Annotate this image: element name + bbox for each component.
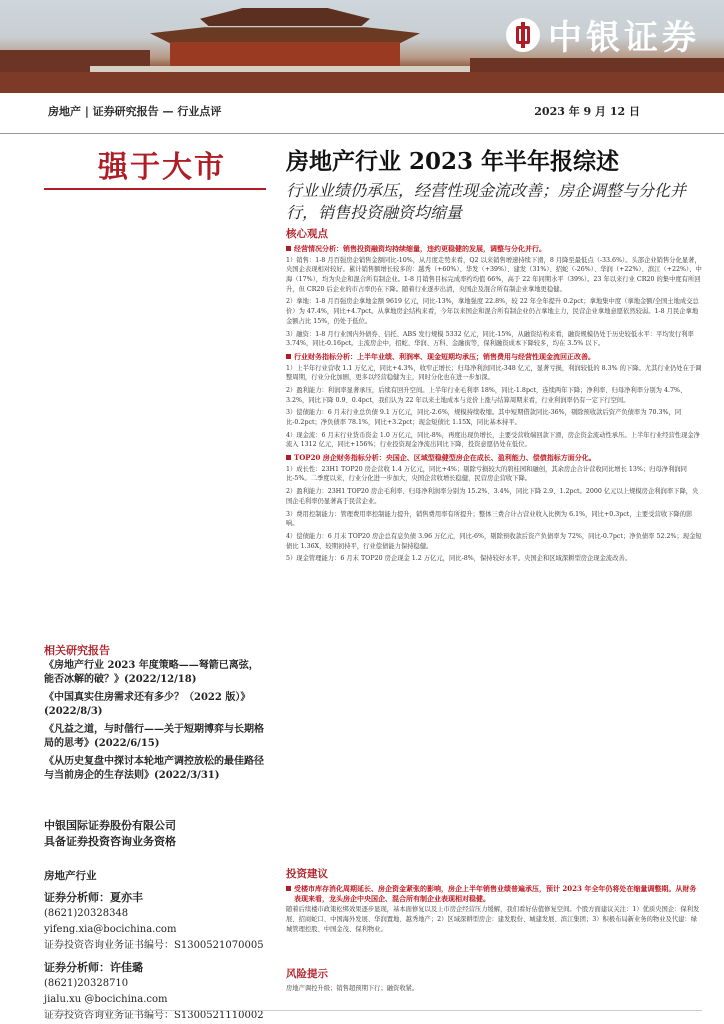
analyst-cert: 证券投资咨询业务证书编号：S1300521070005 bbox=[44, 940, 264, 951]
paragraph: 1）上半年行业营收 1.1 万亿元，同比+4.3%，收窄正增长；归母净利润同比-348 亿元，显著亏损，利润较低的 8.3% 的下降。尤其行业仍处在于调整周期，行业分化加剧，更多以经营稳健为主，同时分化也在进一步加深。 bbox=[286, 364, 702, 382]
subheader bbox=[0, 93, 724, 134]
company-name: 中银国际证券股份有限公司 bbox=[44, 819, 176, 832]
related-report-item[interactable]: 《凡益之道，与时偕行——关于短期博弈与长期格局的思考》(2022/6/15) bbox=[44, 724, 264, 749]
analyst-email[interactable]: yifeng.xia@bocichina.com bbox=[44, 924, 177, 935]
key-point: 经营情况分析：销售投资融资均持续缩量，违约更稳健的发展，调整与分化并行。 bbox=[286, 244, 702, 254]
paragraph: 房地产调控升级；销售超预期下行；融资收紧。 bbox=[286, 985, 419, 992]
core-list bbox=[286, 244, 702, 564]
banner-hall bbox=[170, 42, 400, 68]
risk-section bbox=[286, 966, 702, 997]
related-heading: 相关研究报告 bbox=[44, 644, 110, 657]
company-qualification: 具备证券投资咨询业务资格 bbox=[44, 835, 176, 848]
paragraph: 2）盈利能力：利润率显著承压，后续有回升空间。上半年行业毛利率 18%，同比-1.8pct，连续两年下降；净利率、归母净利率分别为 4.7%、3.2%，同比下降 0.9、0.4pct，我们认为 22 年以来土地成本与竞价上涨与结算周期来看，行业利润率仍有一定下行空间。 bbox=[286, 386, 687, 404]
paragraph: 3）费用控制能力：管理费用率控制能力提升，销售费用率有所提升；整体三费合计占营业收入比例为 6.1%，同比+0.3pct，主要受营收下降的影响。 bbox=[286, 510, 693, 528]
paragraph: 2）拿地：1-8 月百强房企拿地金额 9619 亿元，同比-13%，拿地强度 22.8%，较 22 年全年提升 0.2pct；拿地集中度（拿地金额/全国土地成交总价）为 47.4%，同比+4.7pct。从拿地房企结构来看，今年以来国企和混合所有制企业仍占拿地主力，民营企业拿地意愿依然较弱。1-8 月民企拿地金额占比 15%，仍处于低位。 bbox=[286, 298, 699, 325]
page-title: 房地产行业 2023 年半年报综述 bbox=[286, 148, 620, 175]
risk-heading: 风险提示 bbox=[286, 968, 328, 980]
invest-heading: 投资建议 bbox=[286, 868, 328, 880]
core-section bbox=[286, 226, 702, 567]
footer-divider bbox=[44, 1010, 702, 1011]
banner-wall bbox=[0, 72, 724, 93]
bank-logo-icon bbox=[506, 18, 540, 52]
analyst-block bbox=[44, 890, 266, 954]
key-point: 受楼市库存消化周期延长、房企资金紧张的影响，房企上半年销售业绩普遍承压，预计 2023 年全年仍将处在缩量调整期。从财务表现来看，龙头房企中央国企、混合所有制企业表现相对稳健。 bbox=[286, 884, 702, 903]
brand-name: 中银证券 bbox=[548, 18, 700, 58]
risk-list bbox=[286, 984, 702, 994]
key-point: TOP20 房企财务指标分析：央国企、区域型稳健型房企在成长、盈利能力、偿债指标方面分化。 bbox=[286, 453, 702, 463]
related-report-item[interactable]: 《中国真实住房需求还有多少？（2022 版）》(2022/8/3) bbox=[44, 692, 251, 717]
paragraph: 1）销售：1-8 月百强房企销售金额同比-10%，从月度走势来看，Q2 以来销售增速持续下滑，8 月降至最低点（-33.6%）。头部企业销售分化显著，央国企表现相对较好。累计销售额增长较多的：越秀（+60%）、华发（+39%）、建发（31%）、招蛇（-26%）、华润（+22%）、滨江（+22%）、中海（17%），均为央企和混合所有制企业。1-8 月销售目标完成率约均值 66%，高于 22 年同期水平（39%）。23 年以来行业 CR20 的集中度有所回升，但 CR20 后企业的市占率仍在下降。随着行业逐步出清，央国企及混合所有制企业拿地更稳健。 bbox=[286, 256, 702, 293]
core-heading: 核心观点 bbox=[286, 228, 328, 240]
analyst-cert: 证券投资咨询业务证书编号：S1300521110002 bbox=[44, 1010, 264, 1021]
related-report-item[interactable]: 《房地产行业 2023 年度策略——弩箭已离弦，能否冰解的破？》(2022/12/18) bbox=[44, 660, 259, 685]
analyst-title: 证券分析师：夏亦丰 bbox=[44, 891, 143, 904]
report-category: 房地产 | 证券研究报告 — 行业点评 bbox=[48, 105, 222, 118]
brand-logo bbox=[506, 10, 700, 59]
analyst-title: 证券分析师：许佳璐 bbox=[44, 961, 143, 974]
page-subtitle: 行业业绩仍承压，经营性现金流改善；房企调整与分化并行，销售投资融资均缩量 bbox=[286, 181, 687, 222]
header-banner bbox=[0, 0, 724, 93]
key-point: 行业财务指标分析：上半年业绩、利润率、现金短期均承压；销售费用与经营性现金流回正改善。 bbox=[286, 352, 702, 362]
report-date: 2023 年 9 月 12 日 bbox=[534, 105, 640, 118]
paragraph: 随着后续楼市政策松绑效果逐步显现，基本面修复以及上市房企经营压力缓解，我们看好估值修复空间。个股方面建议关注：1）优质央国企：保利发展、招商蛇口、中国海外发展、华润置地、越秀地产；2）区域深耕型房企：建发股份、城建发展、滨江集团；3）积极布局新业务的物业及代建：绿城管理控股、中国金茂、保利物业。 bbox=[286, 906, 700, 933]
paragraph: 4）现金流：6 月末行业货币资金 1.0 万亿元，同比-8%，再度出现负增长，主要受营收端回款下滑，房企资金流动性承压。上半年行业经营性现金净流入 1312 亿元，同比+156%；行业投资现金净流出同比下降，投资意愿仍处在低位。 bbox=[286, 431, 700, 449]
paragraph: 1）成长性：23H1 TOP20 房企营收 1.4 万亿元，同比+4%；剔除亏损较大的碧桂园和融创，其余房企合计营收同比增长 13%；归母净利润同比-5%。二季度以来，行业分化进一步加大，央国企营收增长稳健，民营房企营收下降。 bbox=[286, 465, 687, 483]
paragraph: 4）偿债能力：6 月末 TOP20 房企总有息负债 3.96 万亿元，同比-6%，剔除预收款后资产负债率为 72%，同比-0.7pct；净负债率 52.2%；现金短债比 1.36X，较期初持平，行业偿债能力保持稳健。 bbox=[286, 532, 702, 550]
paragraph: 2）盈利能力：23H1 TOP20 房企毛利率、归母净利润率分别为 15.2%、3.4%，同比下降 2.9、1.2pct。2000 亿元以上规模房企利润率下降，央国企毛利率仍显著高于民营企业。 bbox=[286, 488, 699, 505]
rating-box bbox=[44, 140, 266, 190]
industry-label: 房地产行业 bbox=[44, 870, 97, 882]
analyst-block bbox=[44, 960, 266, 1024]
related-report-item[interactable]: 《从历史复盘中探讨本轮地产调控放松的最佳路径与当前房企的生存法则》(2022/3/31) bbox=[44, 756, 264, 781]
banner-upper-roof bbox=[200, 8, 370, 26]
invest-section bbox=[286, 866, 702, 937]
related-reports bbox=[44, 659, 266, 787]
paragraph: 3）偿债能力：6 月末行业总负债 9.1 万亿元，同比-2.6%，规模持续收缩。其中短期借款同比-36%，剔除预收款后资产负债率为 70.3%，同比-0.2pct；净负债率 78.1%，同比+3.2pct；现金短债比 1.15X，同比基本持平。 bbox=[286, 409, 682, 427]
analyst-phone: (8621)20328710 bbox=[44, 978, 129, 989]
paragraph: 3）融资：1-8 月行业国内外债券、信托、ABS 发行规模 5332 亿元，同比-15%，从融资结构来看，融资规模仍处于历史较低水平：平均发行利率 3.74%，同比-0.16pct。主流房企中，招蛇、华润、万科、金融街等，保利融资成本下降较多，均在 3.5% 以下。 bbox=[286, 330, 694, 348]
paragraph: 5）现金管理能力：6 月末 TOP20 房企现金 1.2 万亿元，同比-8%，保持较好水平。央国企和区域深耕型房企现金流改善。 bbox=[286, 555, 632, 563]
analyst-email[interactable]: jialu.xu @bocichina.com bbox=[44, 994, 168, 1005]
invest-list bbox=[286, 884, 702, 934]
analyst-phone: (8621)20328348 bbox=[44, 908, 129, 919]
company-info bbox=[44, 818, 266, 850]
rating: 强于大市 bbox=[98, 150, 226, 185]
